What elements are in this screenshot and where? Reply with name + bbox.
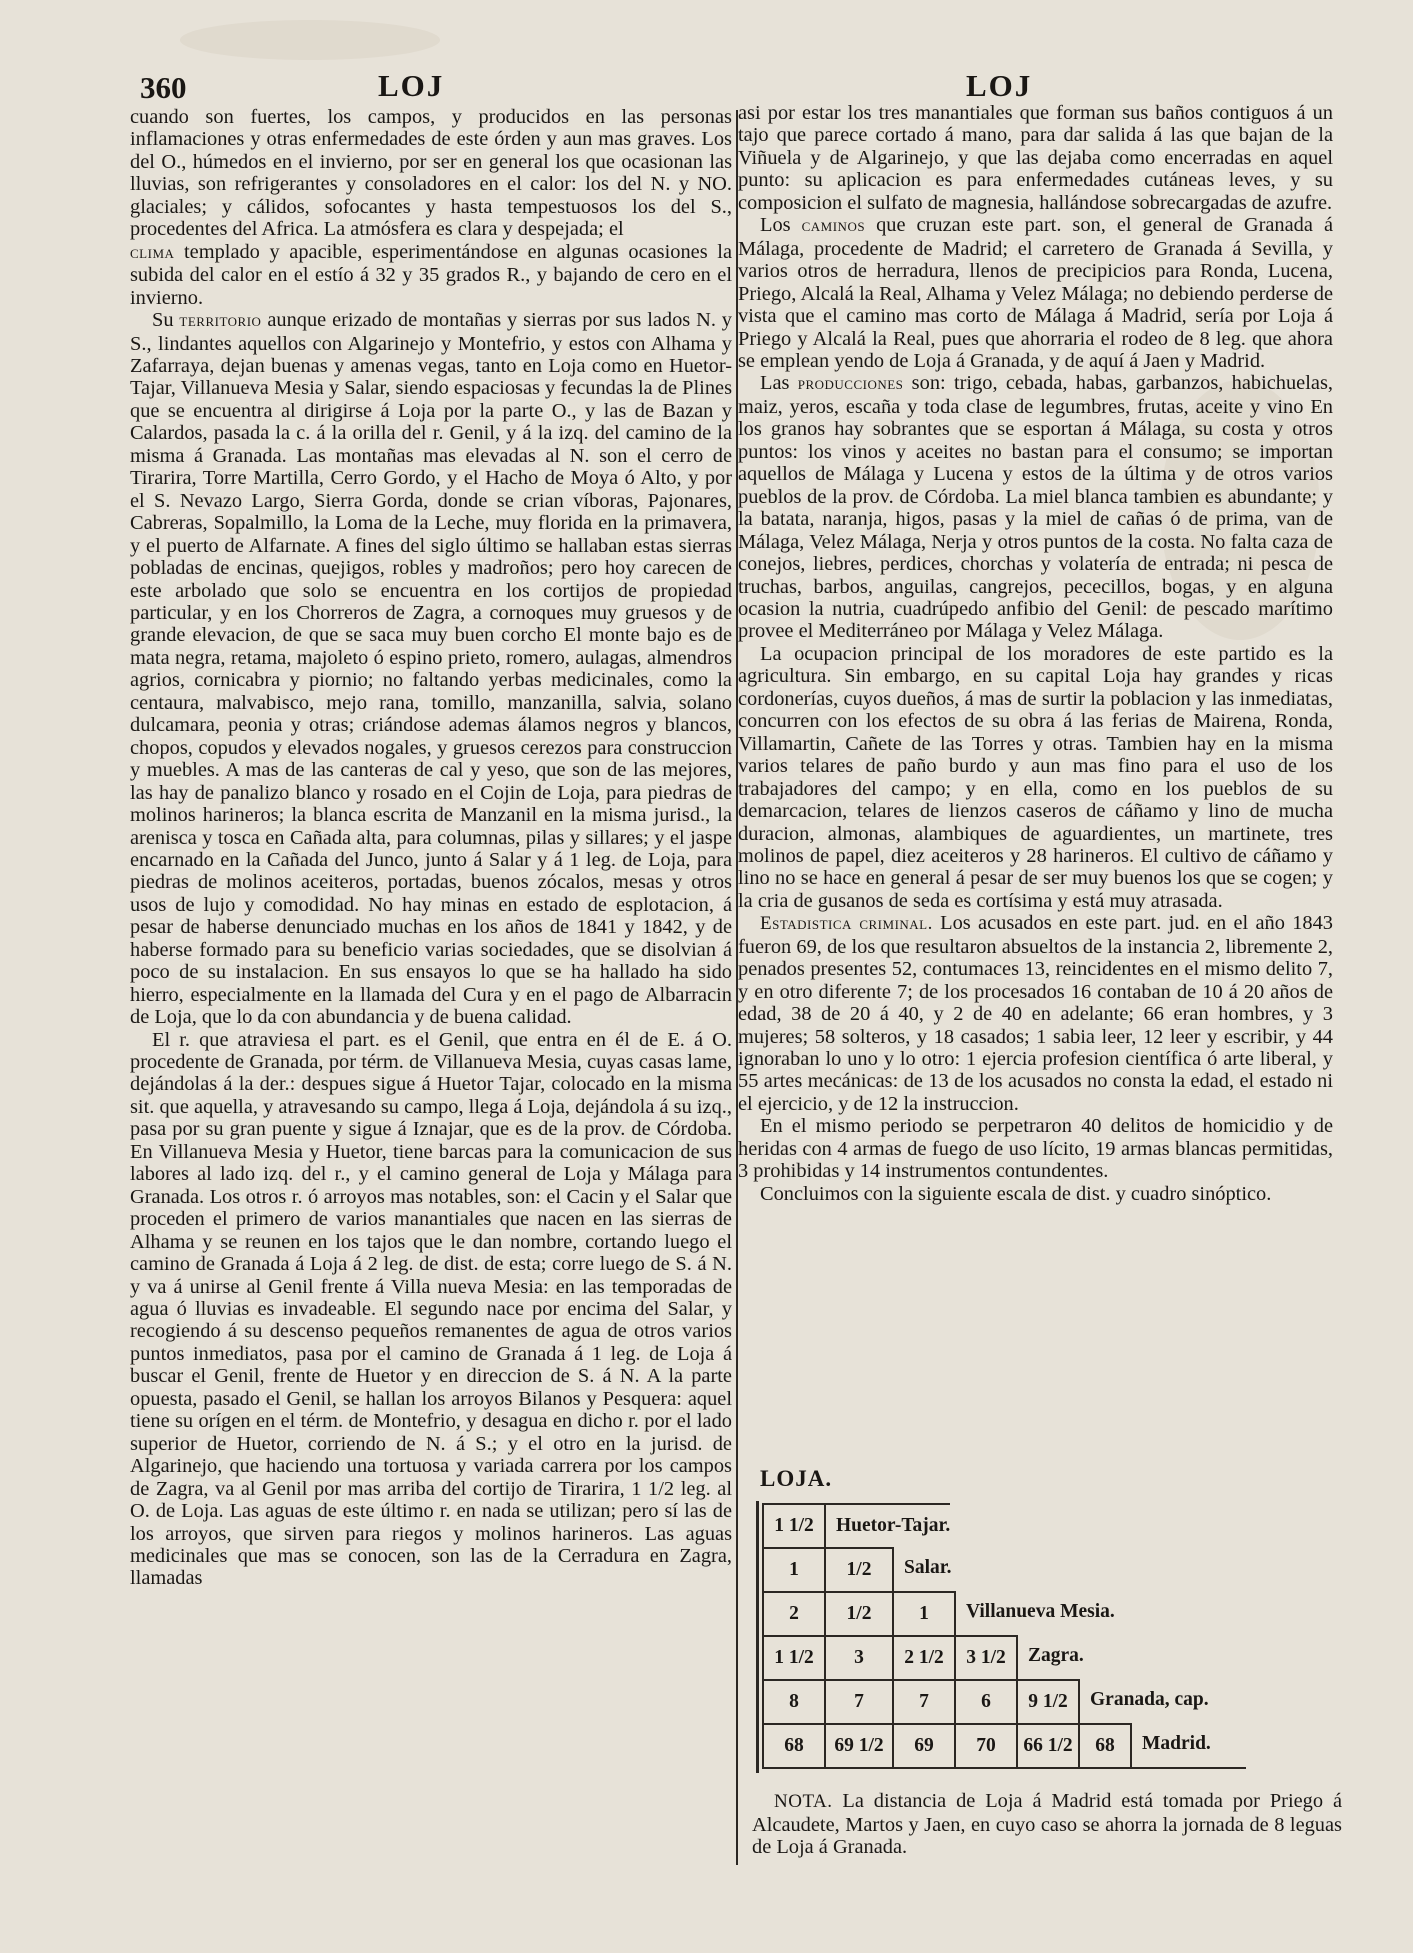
place-name: Granada, cap. (1078, 1679, 1209, 1767)
paragraph (130, 241, 732, 309)
section-keyword: territorio (179, 310, 262, 332)
paragraph-text: Concluimos con la siguiente escala de dist. y cuadro sinóptico. (760, 1182, 1272, 1205)
distance-cell: 70 (954, 1723, 1016, 1767)
distance-cell: 1 (892, 1591, 954, 1767)
distance-cell: 1/2 (824, 1591, 892, 1767)
right-column (738, 102, 1333, 1205)
distance-cell: 1 1/2 (762, 1635, 824, 1767)
paragraph (738, 1115, 1333, 1182)
paragraph (130, 309, 732, 1029)
distance-cell: 3 (824, 1635, 892, 1767)
table-row (762, 1547, 1325, 1591)
section-keyword: producciones (797, 373, 904, 395)
distance-table (762, 1503, 1325, 1771)
section-keyword: clima (130, 241, 175, 263)
table-row (762, 1679, 1325, 1723)
table-left-border (756, 1501, 759, 1773)
distance-cell: 1 (762, 1547, 824, 1767)
paragraph-text: cuando son fuertes, los campos, y producidos en las personas inflamaciones y otras enfermedades de este órden y aun mas graves. Los del O., húmedos en el invierno, por ser en general los que ocasionan las lluvias, son refrigerantes y consoladores en el calor: los del N. y NO. glaciales; y cálidos, sofocantes y hasta tempestuosos los del S., procedentes del Africa. La atmósfera es clara y despejada; el (130, 106, 732, 241)
distance-cell: 68 (1078, 1723, 1130, 1767)
paper-stain (180, 20, 440, 60)
section-keyword: caminos (801, 215, 866, 237)
table-row (762, 1591, 1325, 1635)
distance-cell: 3 1/2 (954, 1635, 1016, 1767)
paragraph-text: En el mismo periodo se perpetraron 40 delitos de homicidio y de heridas con 4 armas de fuego de uso lícito, 19 armas blancas permitidas, 3 prohibidas y 14 instrumentos contundentes. (738, 1115, 1333, 1183)
distance-cell: 1 1/2 (762, 1503, 824, 1767)
nota-label: NOTA. (774, 1791, 833, 1812)
paragraph-lead: Las (760, 372, 798, 395)
place-name: Salar. (892, 1547, 952, 1767)
paragraph-text: aunque erizado de montañas y sierras por sus lados N. y S., lindantes aquellos con Algarinejo y Montefrio, y estos con Alhama y Zafarraya, dejan buenas y amenas vegas, tanto en Loja como en Huetor-Tajar, Villanueva Mesia y Salar, siendo espaciosas y fecundas la de Plines que se encuentra al dirigirse á Loja por la parte O., y las de Bazan y Calardos, pasada la c. á la orilla del r. Genil, y á la izq. del camino de la misma á Granada. Las montañas mas elevadas al N. son el cerro de Tirarira, Torre Martilla, Cerro Gordo, y el Hacho de Moya ó Alto, y por el S. Nevazo Largo, Sierra Gorda, donde se crian víboras, Pajonares, Cabreras, Sopalmillo, la Loma de la Leche, muy florida en la primavera, y el puerto de Alfarnate. A fines del siglo último se hallaban estas sierras pobladas de encinas, quejigos, robles y madroños; pero hoy carecen de este arbolado que solo se encuentra en los cortijos de propiedad particular, y en los Chorreros de Zagra, a cornoques muy gruesos y de grande elevacion, de que se saca muy buen corcho El monte bajo es de mata negra, retama, majoleto ó espino prieto, romero, aulagas, almendros agrios, cornicabra y piornio; no faltando yerbas medicinales, como la centaura, malvabisco, mejo rana, tomillo, manzanilla, salvia, solano dulcamara, peonia y otras; criándose ademas álamos negros y blancos, chopos, copudos y elevados nogales, y gruesos cerezos para construccion y muebles. A mas de las canteras de cal y yeso, que son de las mejores, las hay de panalizo blanco y rosado en el Cojin de Loja, para piedras de molinos harineros; la blanca escrita de Manzanil en la misma jurisd., la arenisca y tosca en Cañada alta, para columnas, pilas y sillares; y el jaspe encarnado en la Cañada del Junco, junto á Salar y á 1 leg. de Loja, para piedras de molinos aceiteros, portadas, buenos zócalos, mesas y otros usos de lujo y comodidad. No hay minas en estado de esplotacion, á pesar de haberse denunciado muchas en los años de 1841 y 1842, y de haberse formado para su beneficio varias sociedades, que se disolvian á poco de su instalacion. En sus ensayos lo que se ha hallado ha sido hierro, especialmente en la llamada del Cura y en el pago de Albarracin de Loja, que lo da con abundancia y de buena calidad. (130, 309, 732, 1029)
place-name: Hueto​r-Tajar. (824, 1503, 950, 1767)
paragraph-text: asi por estar los tres manantiales que forman sus baños contiguos á un tajo que parece cortado á mano, para dar salida á las que bajan de la Viñuela y de Algarinejo, y que las dejaba como encerradas en aquel punto: su aplicacion es para enfermedades cutáneas leves, y su composicion el sulfato de magnesia, hallándose sobrecargadas de azufre. (738, 102, 1333, 214)
distance-cell: 2 1/2 (892, 1635, 954, 1767)
section-keyword: Estadistica criminal. (760, 913, 933, 935)
running-head-left: LOJ (378, 68, 445, 103)
distance-cell: 66 1/2 (1016, 1723, 1078, 1767)
distance-cell: 69 (892, 1723, 954, 1767)
distance-cell: 7 (892, 1679, 954, 1767)
paragraph (738, 372, 1333, 642)
paragraph (130, 1029, 732, 1590)
nota-text: La distancia de Loja á Madrid está tomada por Priego á Alcaudete, Martos y Jaen, en cuyo caso se ahorra la jornada de 8 leguas de Loja á Granada. (752, 1790, 1342, 1859)
distance-table-title: LOJA. (760, 1466, 833, 1491)
distance-cell: 7 (824, 1679, 892, 1767)
distance-cell: 8 (762, 1679, 824, 1767)
running-head-right: LOJ (966, 68, 1033, 103)
distance-cell: 6 (954, 1679, 1016, 1767)
paragraph (738, 643, 1333, 912)
paragraph-text: que cruzan este part. son, el general de Granada á Málaga, procedente de Madrid; el carretero de Granada á Sevilla, y varios otros de herradura, llenos de precipicios para Ronda, Lucena, Priego, Alcalá la Real, Alhama y Velez Málaga; no debiendo perderse de vista que el camino mas corto de Málaga á Madrid, sería por Loja á Priego y Alcalá la Real, pues que ahorraria el rodeo de 8 leg. que ahora se emplean yendo de Loja á Granada, y de aquí á Jaen y Madrid. (738, 214, 1333, 372)
paragraph (130, 106, 732, 241)
table-row (762, 1635, 1325, 1679)
paragraph-lead: Su (152, 309, 180, 332)
paragraph-text: son: trigo, cebada, habas, garbanzos, habichuelas, maiz, yeros, escaña y toda clase de legumbres, frutas, aceite y vino En los granos hay sobrantes que se esportan á Málaga, su costa y otros puntos: los vinos y aceites no bastan para el consumo; se importan aquellos de Málaga y Lucena y estos de la última y de otros varios pueblos de la prov. de Córdoba. La miel blanca tambien es abundante; y la batata, naranja, higos, pasas y la miel de cañas ó de prima, van de Málaga, Velez Málaga, Nerja y otros puntos de la costa. No falta caza de conejos, liebres, perdices, chorchas y volatería de entrada; ni pesca de truchas, barbos, anguilas, cangrejos, pececillos, bogas, y en alguna ocasion la nutria, cuadrúpedo anfibio del Genil: de pescado marítimo provee el Mediterráneo por Málaga y Velez Málaga. (738, 372, 1333, 643)
distance-cell: 1/2 (824, 1547, 892, 1767)
table-row (762, 1723, 1325, 1767)
page-number: 360 (140, 70, 187, 105)
nota-footnote (752, 1790, 1342, 1859)
table-bottom-border (762, 1767, 1246, 1769)
left-column (130, 106, 732, 1590)
distance-cell: 2 (762, 1591, 824, 1767)
distance-cell: 9 1/2 (1016, 1679, 1078, 1767)
paragraph-lead: El r. que atraviesa el part. es el Genil, que entra en él de E. á O. procedente de Granada, por térm. de Villanueva Mesia, cuyas casas lame, dejándolas á la der.: despues sigue á Huetor Tajar, colocado en la misma sit. que aquella, y atravesando su campo, llega á Loja, dejándola á su izq., pasa por su gran puente y sigue á Iznajar, que es de la prov. de Córdoba. En Villanueva Mesia y Huetor, tiene barcas para la comunicacion de sus labores al lado izq. del r., y el camino general de Loja y Málaga para Granada. Los otros r. ó arroyos mas notables, son: el Cacin y el Salar que proceden el primero de varios manantiales que nacen en las sierras de Alhama y se reunen en los tajos que le dan nombre, cortando luego el camino de Granada á Loja á 2 leg. de dist. de esta; corre luego de S. á N. y va á unirse al Genil frente á Villa nueva Mesia: en las temporadas de agua ó lluvias es invadeable. El segundo nace por encima del Salar, y recogiendo á su descenso pequeños remanentes de agua de otros varios puntos inmediatos, pasa por el camino de Granada á 1 leg. de Loja á buscar el Genil, frente de Huetor y en direccion de S. á N. A la parte opuesta, pasado el Genil, se hallan los arroyos Bilanos y Pesquera: aquel tiene su orígen en el térm. de Montefrio, y desagua en dicho r. por el lado superior de Huetor, corriendo de N. á S.; y el otro en la jurisd. de Algarinejo, que haciendo una tortuosa y variada carrera por los campos de Zagra, va al Genil por mas arriba del cortijo de Tirarira, 1 1/2 leg. al O. de Loja. Las aguas de este último r. en nada se utilizan; pero sí las de los arroyos, que sirven para riegos y molinos harineros. Las aguas medicinales que mas se conocen, son las de la Cerradura en Zagra, llamadas (130, 1028, 732, 1590)
paragraph-text: Los acusados en este part. jud. en el año 1843 fueron 69, de los que resultaron absueltos de la instancia 2, libremente 2, penados presentes 52, contumaces 13, reincidentes en el mismo delito 7, y en otro diferente 7; de los procesados 16 contaban de 10 á 20 años de edad, 38 de 20 á 40, y 2 de 40 en adelante; 66 eran hombres, y 3 mujeres; 58 solteros, y 18 casados; 1 sabia leer, 12 leer y escribir, y 44 ignoraban lo uno y lo otro: 1 ejercia profesion científica ó arte liberal, y 55 artes mecánicas: de 13 de los acusados no consta la edad, el estado ni el ejercicio, y de 12 la instruccion. (738, 912, 1333, 1115)
paragraph (738, 912, 1333, 1115)
paragraph (738, 214, 1333, 372)
paragraph (738, 102, 1333, 214)
place-name: Zagra. (1016, 1635, 1084, 1767)
distance-cell: 68 (762, 1723, 824, 1767)
paragraph (738, 1183, 1333, 1205)
place-name: Madrid. (1130, 1723, 1211, 1767)
place-name: Villanueva Mesia. (954, 1591, 1115, 1767)
paragraph-text: La ocupacion principal de los moradores de este partido es la agricultura. Sin embargo, en su capital Loja hay grandes y ricas cordonerías, cuyos dueños, á mas de surtir la poblacion y las inmediatas, concurren con los efectos de su obra á las ferias de Mairena, Ronda, Villamartin, Cañete de las Torres y otras. Tambien hay en la misma varios telares de paño burdo y aun mas fino para el uso de los trabajadores del campo; y en ella, como en los pueblos de su demarcacion, telares de lienzos caseros de cáñamo y lino de mucha duracion, almonas, alambiques de aguardientes, un martinete, tres molinos de papel, diez aceiteros y 28 harineros. El cultivo de cáñamo y lino no se hace en general á pesar de ser muy buenos los que se cogen; y la cria de gusanos de seda es cortísima y está muy atrasada. (738, 642, 1333, 912)
distance-cell: 69 1/2 (824, 1723, 892, 1767)
table-row (762, 1503, 1325, 1547)
paragraph-text: templado y apacible, esperimentándose en algunas ocasiones la subida del calor en el estío á 32 y 35 grados R., y bajando de cero en el invierno. (130, 240, 732, 309)
paragraph-lead: Los (760, 214, 802, 237)
